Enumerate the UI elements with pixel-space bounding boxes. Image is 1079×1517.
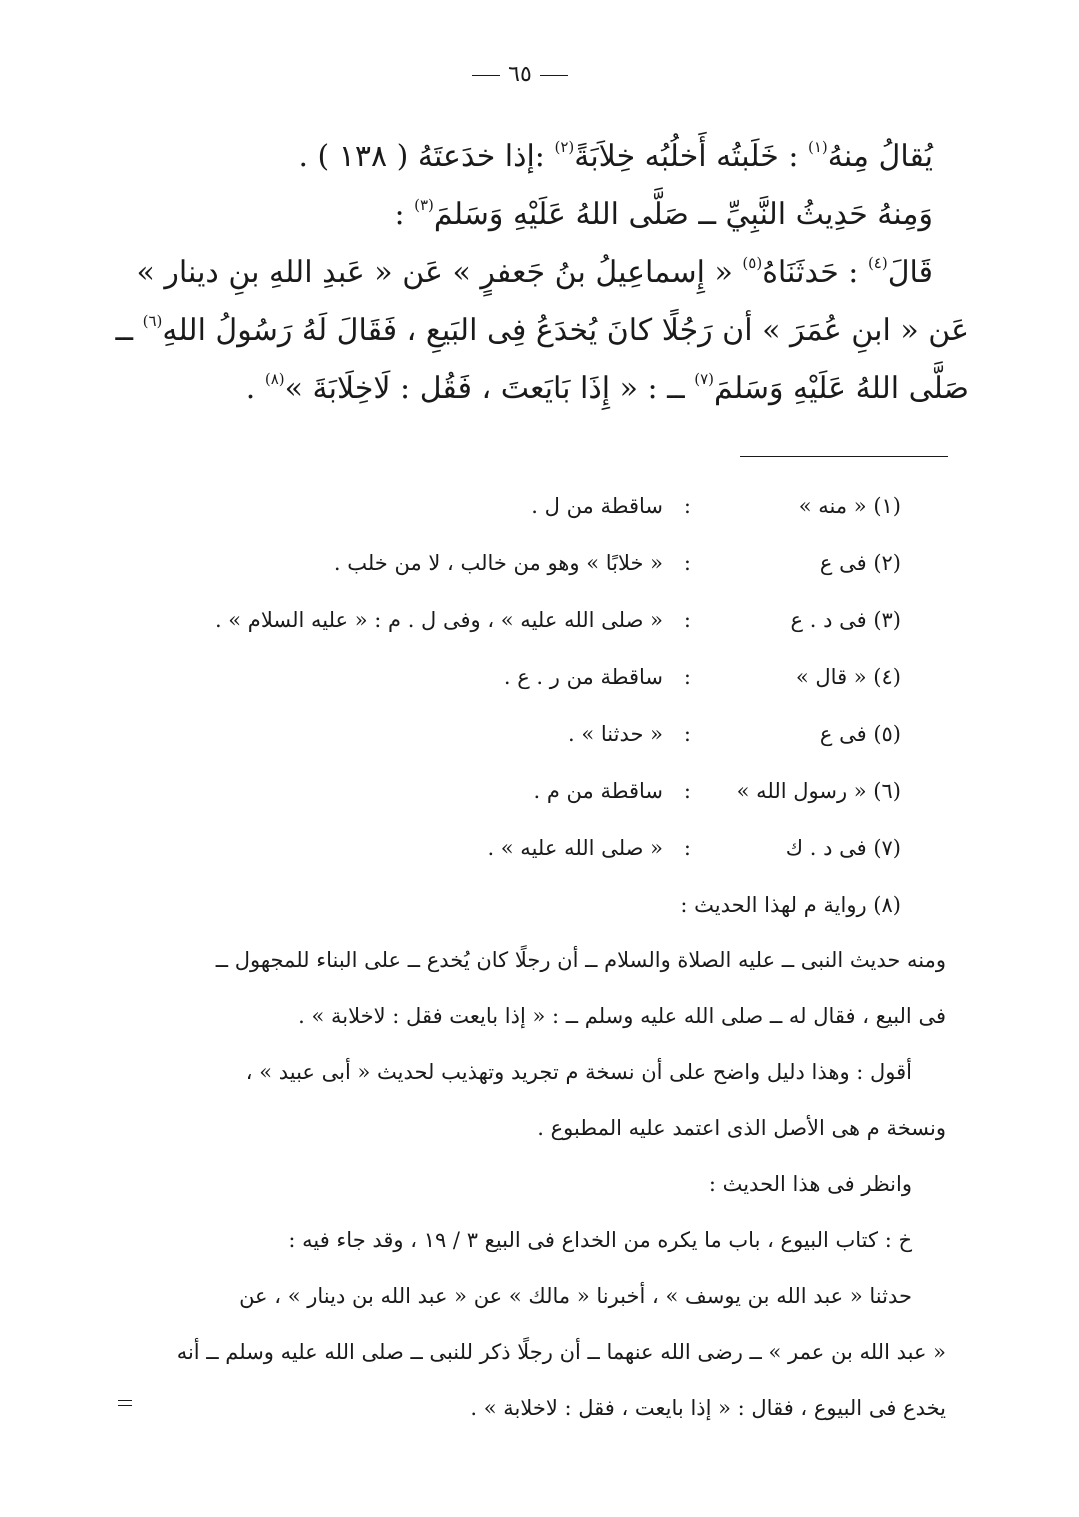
- footnote-text: ساقطة من م .: [533, 779, 663, 803]
- body-line: فى البيع ، فقال له ــ صلى الله عليه وسلم ــ : « إذا بايعت فقل : لاخلابة » .: [298, 1004, 946, 1028]
- footnote-ref-7: (٧): [694, 370, 714, 388]
- footnote-label: (٢) فى ع: [819, 551, 901, 575]
- footnote-text: « خلابًا » وهو من خالب ، لا من خلب .: [333, 551, 663, 575]
- footnote-8: [141, 877, 901, 934]
- body-line: ونسخة م هى الأصل الذى اعتمد عليه المطبوع .: [537, 1116, 946, 1140]
- footnote-8-title: (٨) رواية م لهذا الحديث :: [680, 893, 901, 917]
- body-line: « عبد الله بن عمر » ــ رضى الله عنهما ــ أن رجلًا ذكر للنبى ــ صلى الله عليه وسلم ــ أنه: [176, 1340, 946, 1364]
- footnote-ref-4: (٤): [867, 254, 888, 272]
- footnote-3: (٣) فى د . ع : « صلى الله عليه » ، وفى ل . م : « عليه السلام » .: [141, 592, 901, 649]
- footnote-5: (٥) فى ع : « حدثنا » .: [141, 706, 901, 763]
- body-line: وانظر فى هذا الحديث :: [708, 1172, 912, 1196]
- main-line-2: وَمِنهُ حَدِيثُ النَّبِيِّ ــ صَلَّى اللهُ عَلَيْهِ وَسَلمَ$^{(٣)}$ :: [394, 196, 933, 232]
- footnote-text: ساقطة من ر . ع .: [503, 665, 663, 689]
- main-text: [115, 128, 969, 418]
- footnote-4: (٤) « قال » : ساقطة من ر . ع .: [141, 649, 901, 706]
- footnote-text: « حدثنا » .: [568, 722, 663, 746]
- page-number-dash-left: [472, 75, 500, 76]
- footnote-6: (٦) « رسول الله » : ساقطة من م .: [141, 763, 901, 820]
- footnote-ref-6: (٦): [142, 312, 163, 330]
- footnote-text: ساقطة من ل .: [531, 494, 663, 518]
- page-number-dash-right: [540, 75, 568, 76]
- footnote-label: (٥) فى ع: [819, 722, 901, 746]
- footnotes: [141, 478, 901, 934]
- main-line-3: قَالَ$^{(٤)}$ : حَدثَنَاهُ$^{(٥)}$ « إِسماعِيلُ بنُ جَعفرٍ » عَن « عَبدِ اللهِ بنِ دينار »: [136, 254, 933, 290]
- footnote-ref-5: (٥): [742, 254, 763, 272]
- main-line-5: صَلَّى اللهُ عَلَيْهِ وَسَلمَ$^{(٧)}$ ــ : « إِذَا بَايَعتَ ، فَقُل : لَاخِلَابَةَ »$^{(٨)}$ .: [245, 370, 969, 406]
- footnote-label: (١) « منه »: [798, 494, 901, 518]
- continuation-mark: [118, 1400, 132, 1401]
- body-line: حدثنا « عبد الله بن يوسف » ، أخبرنا « مالك » عن « عبد الله بن دينار » ، عن: [239, 1284, 912, 1308]
- footnote-8-body: [116, 932, 946, 1436]
- continuation-mark: [118, 1405, 132, 1406]
- footnote-separator: [740, 456, 948, 457]
- body-line: أقول : وهذا دليل واضح على أن نسخة م تجريد وتهذيب لحديث « أبى عبيد » ،: [245, 1060, 912, 1084]
- footnote-text: « صلى الله عليه » .: [487, 836, 663, 860]
- page-number-text: ٦٥: [508, 62, 532, 87]
- body-line: يخدع فى البيوع ، فقال : « إذا بايعت ، فقل : لاخلابة » .: [470, 1396, 946, 1420]
- footnote-1: (١) « منه » : ساقطة من ل .: [141, 478, 901, 535]
- footnote-text: « صلى الله عليه » ، وفى ل . م : « عليه السلام » .: [214, 608, 663, 632]
- footnote-ref-8: (٨): [264, 370, 285, 388]
- footnote-label: (٦) « رسول الله »: [736, 779, 901, 803]
- footnote-ref-1: (١): [808, 138, 828, 156]
- main-line-1: يُقالُ مِنهُ$^{(١)}$ : خَلَبتُه أَخلُبُه خِلاَبَةً$^{(٢)}$ :إذا خدَعتَهُ ( ١٣٨ ) .: [298, 138, 933, 174]
- page-number: [0, 62, 1040, 87]
- main-line-4: عَن « ابنِ عُمَرَ » أن رَجُلًا كانَ يُخدَعُ فِى البَيعِ ، فَقَالَ لَهُ رَسُولُ اللهِ$^{(٦)}$ ــ: [115, 312, 969, 348]
- footnote-ref-3: (٣): [414, 196, 434, 214]
- footnote-label: (٤) « قال »: [795, 665, 901, 689]
- footnote-label: (٧) فى د . ك: [785, 836, 901, 860]
- body-line: ومنه حديث النبى ــ عليه الصلاة والسلام ــ أن رجلًا كان يُخدع ــ على البناء للمجهول ــ: [215, 948, 946, 972]
- footnote-7: (٧) فى د . ك : « صلى الله عليه » .: [141, 820, 901, 877]
- footnote-2: (٢) فى ع : « خلابًا » وهو من خالب ، لا من خلب .: [141, 535, 901, 592]
- footnote-ref-2: (٢): [554, 138, 575, 156]
- body-line: خ : كتاب البيوع ، باب ما يكره من الخداع فى البيع ٣ / ١٩ ، وقد جاء فيه :: [288, 1228, 912, 1252]
- footnote-label: (٣) فى د . ع: [790, 608, 901, 632]
